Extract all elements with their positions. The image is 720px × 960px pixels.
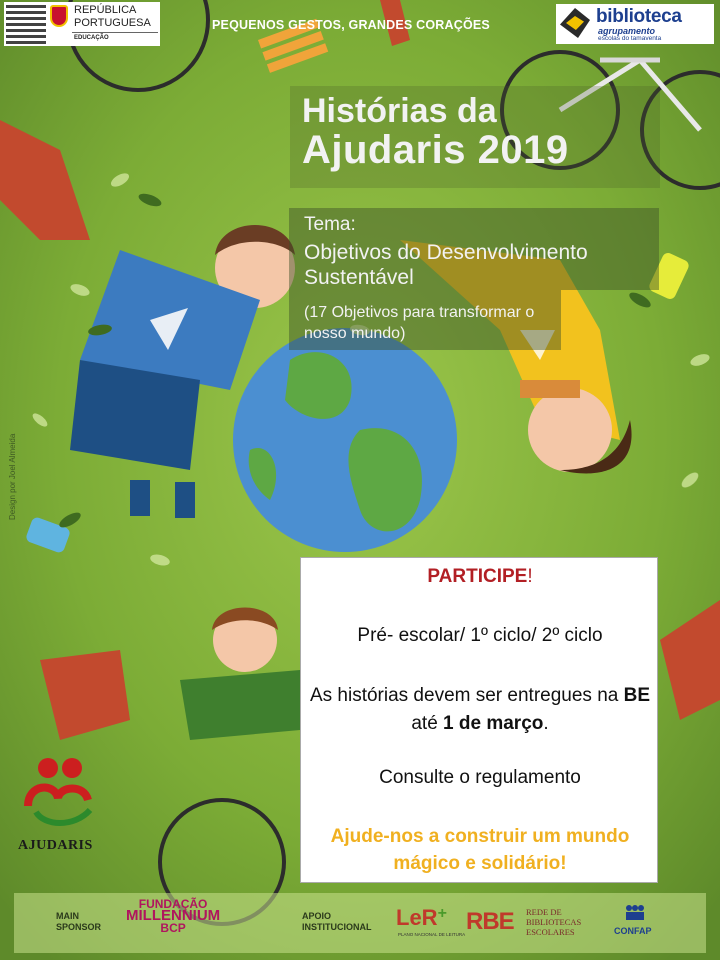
title-line2: Ajudaris 2019 (302, 128, 569, 172)
confap-label: CONFAP (614, 926, 652, 936)
rbe-text: REDE DE BIBLIOTECAS ESCOLARES (526, 907, 582, 937)
delivery-mid: até (411, 713, 444, 734)
biblioteca-logo (556, 4, 714, 44)
library-logo-line3: escolas do tamaventa (598, 35, 662, 42)
republic-logo-line1: REPÚBLICA (74, 4, 137, 16)
republic-logo-line2: PORTUGUESA (74, 17, 151, 29)
ler-subtitle: PLANO NACIONAL DE LEITURA (398, 932, 466, 937)
millennium-line1: FUNDAÇÃO (138, 897, 208, 911)
rbe-logo-mark: RBE (466, 908, 514, 935)
qr-code-icon (6, 4, 46, 44)
confap-people-icon (624, 904, 646, 920)
support-label: APOIO INSTITUCIONAL (302, 911, 372, 932)
library-logo-line1: biblioteca (596, 6, 682, 27)
ler-plus: + (437, 905, 447, 922)
millennium-logo (126, 898, 220, 934)
card-delivery (301, 682, 659, 738)
card-levels: Pré- escolar/ 1º ciclo/ 2º ciclo (357, 625, 603, 646)
card-appeal: Ajude-nos a construir um mundo mágico e solidário! (330, 826, 630, 874)
theme-text: Objetivos do Desenvolvimento Sustentável (304, 241, 588, 289)
info-card (300, 557, 658, 883)
theme-subtext: (17 Objetivos para transformar o nosso mundo) (304, 304, 535, 342)
delivery-suffix: . (543, 713, 549, 734)
ler-logo (396, 905, 447, 931)
tagline: PEQUENOS GESTOS, GRANDES CORAÇÕES (212, 18, 490, 32)
card-rules: Consulte o regulamento (379, 767, 581, 788)
republica-portuguesa-logo (4, 2, 160, 46)
millennium-line2: MILLENNIUM (126, 907, 221, 924)
card-title (301, 566, 659, 588)
delivery-date: 1 de março (443, 713, 544, 734)
title-line1: Histórias da (302, 92, 497, 130)
main-sponsor-label: MAIN SPONSOR (56, 911, 102, 932)
card-title-text: PARTICIPE (427, 566, 528, 587)
millennium-line3: BCP (160, 921, 186, 935)
divider (72, 32, 158, 33)
library-logo-line2: agrupamento (598, 26, 656, 36)
ajudaris-name: AJUDARIS (18, 838, 93, 853)
delivery-prefix: As histórias devem ser entregues na (309, 685, 624, 706)
illustration-credit: Design por Joel Almeida (8, 433, 17, 520)
globe-illustration (233, 328, 457, 552)
republic-logo-line3: EDUCAÇÃO (74, 35, 109, 41)
card-title-mark: ! (527, 566, 533, 587)
coat-of-arms-icon (50, 5, 68, 27)
ler-text: LeR (396, 905, 438, 930)
delivery-be: BE (623, 685, 651, 706)
theme-label: Tema: (304, 214, 356, 235)
